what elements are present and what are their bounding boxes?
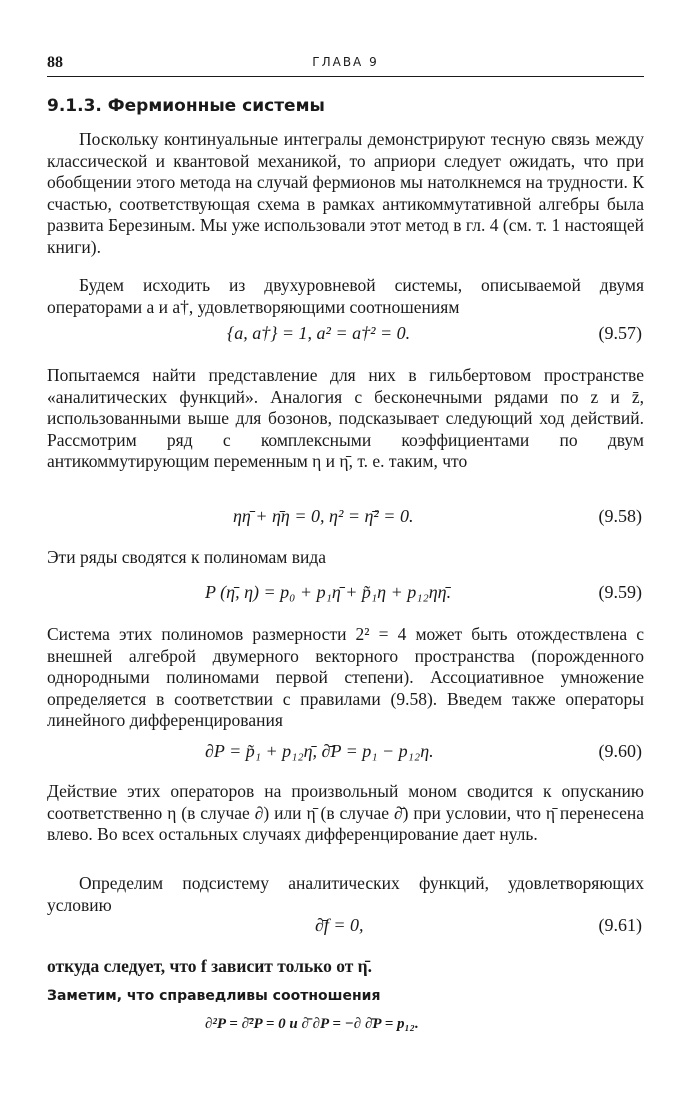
- equation-expression: ∂P = p̃₁ + p₁₂η̄, ∂̄P = p₁ − p₁₂η.: [205, 741, 434, 761]
- paragraph-subsystem: Определим подсистему аналитических функций, удовлетворяющих условию: [47, 873, 644, 915]
- paragraph-differentiation: Действие этих операторов на произвольный моном сводится к опусканию соответственно η (в случае ∂) или η̄ (в случае ∂̄) при условии, что η̄ перенесена влево. Во всех остальных случаях дифференцирование дает нуль.: [47, 781, 644, 845]
- equation-9-59: [47, 579, 644, 609]
- equation-expression: ∂̄f = 0,: [315, 915, 364, 935]
- paragraph-conclusion: откуда следует, что f зависит только от η̄.: [47, 956, 372, 976]
- equation-9-57: [47, 320, 644, 350]
- chapter-title: ГЛАВА 9: [312, 55, 379, 69]
- header-rule: [47, 76, 644, 77]
- equation-number: (9.60): [598, 741, 642, 761]
- paragraph-algebra: Система этих полиномов размерности 2² = 4 может быть отождествлена с внешней алгеброй двумерного векторного пространства (порожденного однородными полиномами первой степени). Ассоциативное умножение определяется в соответствии с правилами (9.58). Введем также операторы линейного дифференцирования: [47, 624, 644, 731]
- equation-9-58: [47, 503, 644, 533]
- equation-number: (9.58): [598, 506, 642, 526]
- equation-expression: ηη̄ + η̄η = 0, η² = η̄² = 0.: [233, 506, 414, 526]
- equation-number: (9.57): [598, 323, 642, 343]
- page-number: 88: [47, 54, 63, 71]
- equation-number: (9.61): [598, 915, 642, 935]
- note-text: Заметим, что справедливы соотношения: [47, 988, 381, 1004]
- paragraph-representation: Попытаемся найти представление для них в гильбертовом пространстве «аналитических функций». Аналогия с бесконечными рядами по z и z̄, использованными выше для бозонов, подсказывает следующий ход действий. Рассмотрим ряд с комплексными коэффициентами по двум антикоммутирующим переменным η и η̄, т. е. таким, что: [47, 365, 644, 472]
- equation-9-60: [47, 738, 644, 768]
- paragraph-two-level: Будем исходить из двухуровневой системы, описываемой двумя операторами a и a†, удовлетворяющими соотношениям: [47, 275, 644, 317]
- page-header: [47, 52, 644, 78]
- section-title: 9.1.3. Фермионные системы: [47, 96, 325, 116]
- equation-expression: P (η̄, η) = p₀ + p₁η̄ + p̃₁η + p₁₂ηη̄.: [205, 582, 452, 602]
- equation-9-61: [47, 912, 644, 942]
- equation-expression: {a, a†} = 1, a² = a†² = 0.: [227, 323, 411, 343]
- equation-number: (9.59): [598, 582, 642, 602]
- paragraph-polynomials: Эти ряды сводятся к полиномам вида: [47, 547, 327, 567]
- final-relations: ∂²P = ∂̄²P = 0 и ∂̄ ∂P = −∂ ∂̄P = p₁₂.: [205, 1016, 419, 1032]
- paragraph-intro: Поскольку континуальные интегралы демонстрируют тесную связь между классической и квантовой механикой, то априори следует ожидать, что при обобщении этого метода на случай фермионов мы натолкнемся на трудности. К счастью, соответствующая схема в рамках антикоммутативной алгебры была развита Березиным. Мы уже использовали этот метод в гл. 4 (см. т. 1 настоящей книги).: [47, 129, 644, 257]
